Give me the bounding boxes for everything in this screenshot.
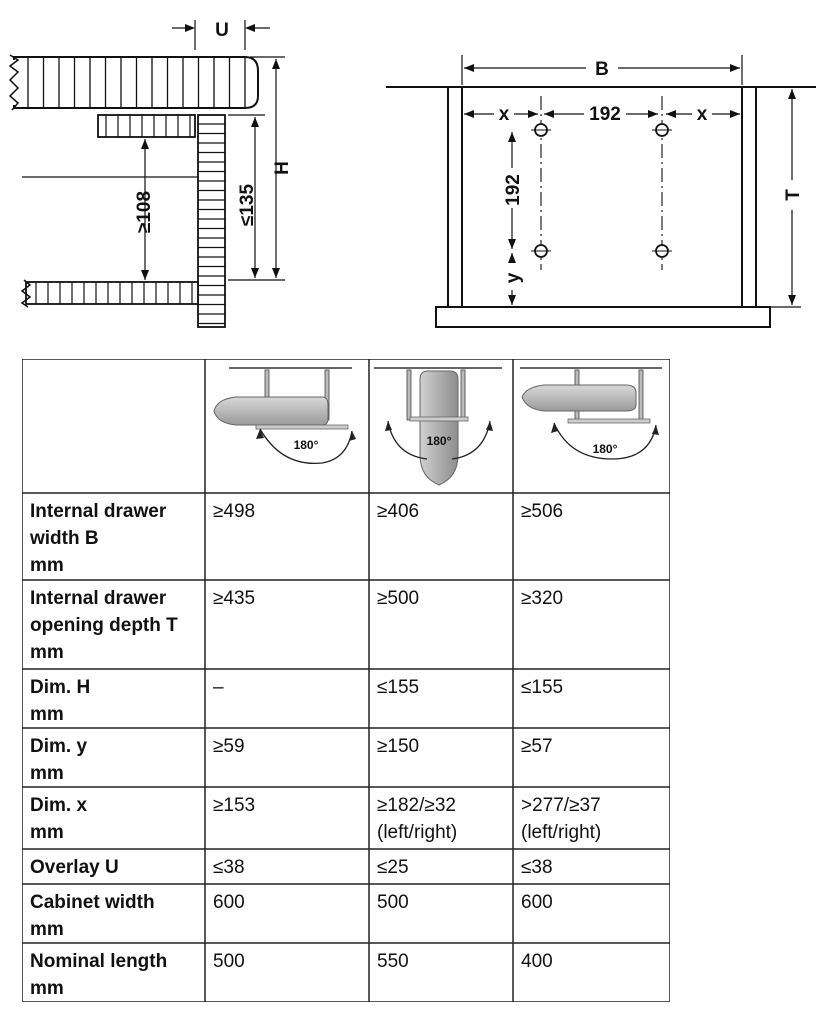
row-label-line: opening depth T [30, 615, 178, 636]
row-label-line: width B [30, 528, 99, 549]
table-cell-value: >277/≥37 [521, 795, 601, 816]
row-label-line: mm [30, 919, 64, 940]
ironing-board-variant-2-illustration [374, 368, 502, 485]
hole-spacing-vertical-label: 192 [503, 174, 524, 206]
overlay-u-label: U [215, 20, 229, 41]
hole-spacing-horizontal-label: 192 [589, 104, 621, 125]
ironing-board-variant-1-illustration [214, 368, 356, 463]
row-label-line: Dim. y [30, 736, 88, 757]
table-cell-value: ≥500 [377, 588, 420, 609]
ironing-board-variant-3-illustration [520, 368, 662, 459]
offset-x-left-label: x [498, 104, 510, 125]
row-label-line: Internal drawer [30, 588, 167, 609]
table-cell-value: ≥435 [213, 588, 256, 609]
table-cell-value: ≤155 [521, 677, 564, 698]
row-label-line: mm [30, 704, 64, 725]
table-cell-value: ≥57 [521, 736, 553, 757]
row-label-line: Nominal length [30, 951, 168, 972]
table-cell-value: 500 [377, 892, 409, 913]
row-label-line: Overlay U [30, 857, 119, 878]
side-view-diagram [0, 0, 300, 340]
row-label-line: Internal drawer [30, 501, 167, 522]
depth-t-label: T [783, 189, 804, 201]
table-cell-value: (left/right) [377, 822, 458, 843]
left-side-wall [448, 87, 462, 307]
row-label-line: Dim. H [30, 677, 91, 698]
base-plate [436, 307, 770, 327]
table-cell-value: ≥182/≥32 [377, 795, 456, 816]
table-cell-value: ≥498 [213, 501, 256, 522]
right-side-wall [742, 87, 756, 307]
offset-y-label: y [503, 272, 524, 284]
row-label-line: mm [30, 642, 64, 663]
table-cell-value: 550 [377, 951, 409, 972]
min-gap-label: ≥108 [134, 190, 155, 234]
spec-table [22, 359, 670, 1002]
table-cell-value: ≥153 [213, 795, 256, 816]
row-label-line: mm [30, 555, 64, 576]
table-cell-value: 600 [521, 892, 553, 913]
row-label-line: Dim. x [30, 795, 88, 816]
row-label-line: mm [30, 763, 64, 784]
max-gap-label: ≤135 [237, 183, 258, 227]
table-cell-value: ≤25 [377, 857, 409, 878]
top-panel [10, 55, 258, 110]
table-cell-value: 500 [213, 951, 245, 972]
table-cell-value: ≥506 [521, 501, 564, 522]
mounting-holes [535, 124, 668, 257]
drawer-rail [98, 115, 195, 137]
rotation-label-variant-3: 180° [592, 442, 618, 456]
table-cell-value: ≥406 [377, 501, 420, 522]
rotation-label-variant-1: 180° [293, 438, 319, 452]
table-cell-value: ≤155 [377, 677, 420, 698]
table-cell-value: (left/right) [521, 822, 602, 843]
table-cell-value: – [213, 677, 224, 698]
row-label-line: mm [30, 822, 64, 843]
front-panel [198, 115, 225, 327]
table-cell-value: 400 [521, 951, 553, 972]
rotation-label-variant-2: 180° [426, 434, 452, 448]
table-cell-value: ≤38 [213, 857, 245, 878]
offset-x-right-label: x [696, 104, 708, 125]
height-h-label: H [272, 161, 293, 175]
table-cell-value: ≥150 [377, 736, 420, 757]
table-cell-value: ≤38 [521, 857, 553, 878]
table-cell-value: 600 [213, 892, 245, 913]
table-cell-value: ≥320 [521, 588, 564, 609]
bottom-panel [22, 280, 198, 307]
width-b-label: B [595, 59, 609, 80]
table-cell-value: ≥59 [213, 736, 245, 757]
row-label-line: mm [30, 978, 64, 999]
front-view-diagram [386, 0, 826, 340]
row-label-line: Cabinet width [30, 892, 155, 913]
